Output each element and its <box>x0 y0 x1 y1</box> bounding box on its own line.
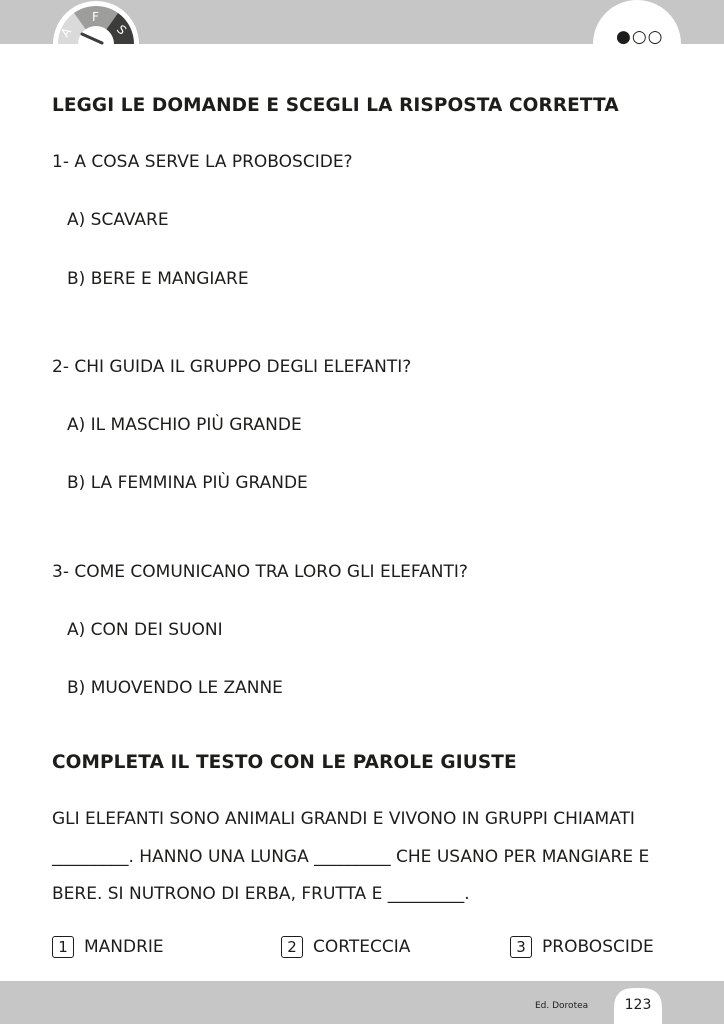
question-2: 2- CHI GUIDA IL GRUPPO DEGLI ELEFANTI? <box>52 357 412 377</box>
word-bank <box>52 936 652 962</box>
question-1-option-b: B) BERE E MANGIARE <box>67 269 249 289</box>
gauge-letter-a: A <box>57 24 75 40</box>
fill-in-text-line-3: BERE. SI NUTRONO DI ERBA, FRUTTA E _________. <box>52 884 470 904</box>
word-bank-item <box>281 936 410 958</box>
question-2-option-a: A) IL MASCHIO PIÙ GRANDE <box>67 415 302 435</box>
question-3-option-a: A) CON DEI SUONI <box>67 620 223 640</box>
gauge-letter-f: F <box>92 10 99 24</box>
word-number-box: 2 <box>281 936 303 958</box>
word-number-box: 3 <box>510 936 532 958</box>
word-label: PROBOSCIDE <box>542 937 654 957</box>
word-label: CORTECCIA <box>313 937 411 957</box>
section-title-questions: LEGGI LE DOMANDE E SCEGLI LA RISPOSTA CORRETTA <box>52 95 619 116</box>
word-number-box: 1 <box>52 936 74 958</box>
question-3: 3- COME COMUNICANO TRA LORO GLI ELEFANTI? <box>52 562 468 582</box>
question-2-option-b: B) LA FEMMINA PIÙ GRANDE <box>67 473 308 493</box>
fill-in-text-line-2: _________. HANNO UNA LUNGA _________ CHE USANO PER MANGIARE E <box>52 847 650 867</box>
question-1-option-a: A) SCAVARE <box>67 210 169 230</box>
word-label: MANDRIE <box>84 937 164 957</box>
publisher-name: Ed. Dorotea <box>535 1001 589 1011</box>
progress-dots: ●○○ <box>616 27 664 47</box>
question-3-option-b: B) MUOVENDO LE ZANNE <box>67 678 283 698</box>
word-bank-item <box>52 936 164 958</box>
page-number: 123 <box>624 997 652 1013</box>
gauge-icon <box>52 0 140 46</box>
fill-in-text-line-1: GLI ELEFANTI SONO ANIMALI GRANDI E VIVONO IN GRUPPI CHIAMATI <box>52 809 635 829</box>
gauge-letter-s: S <box>113 22 130 38</box>
section-title-fill-in: COMPLETA IL TESTO CON LE PAROLE GIUSTE <box>52 752 517 773</box>
word-bank-item <box>510 936 654 958</box>
question-1: 1- A COSA SERVE LA PROBOSCIDE? <box>52 152 353 172</box>
